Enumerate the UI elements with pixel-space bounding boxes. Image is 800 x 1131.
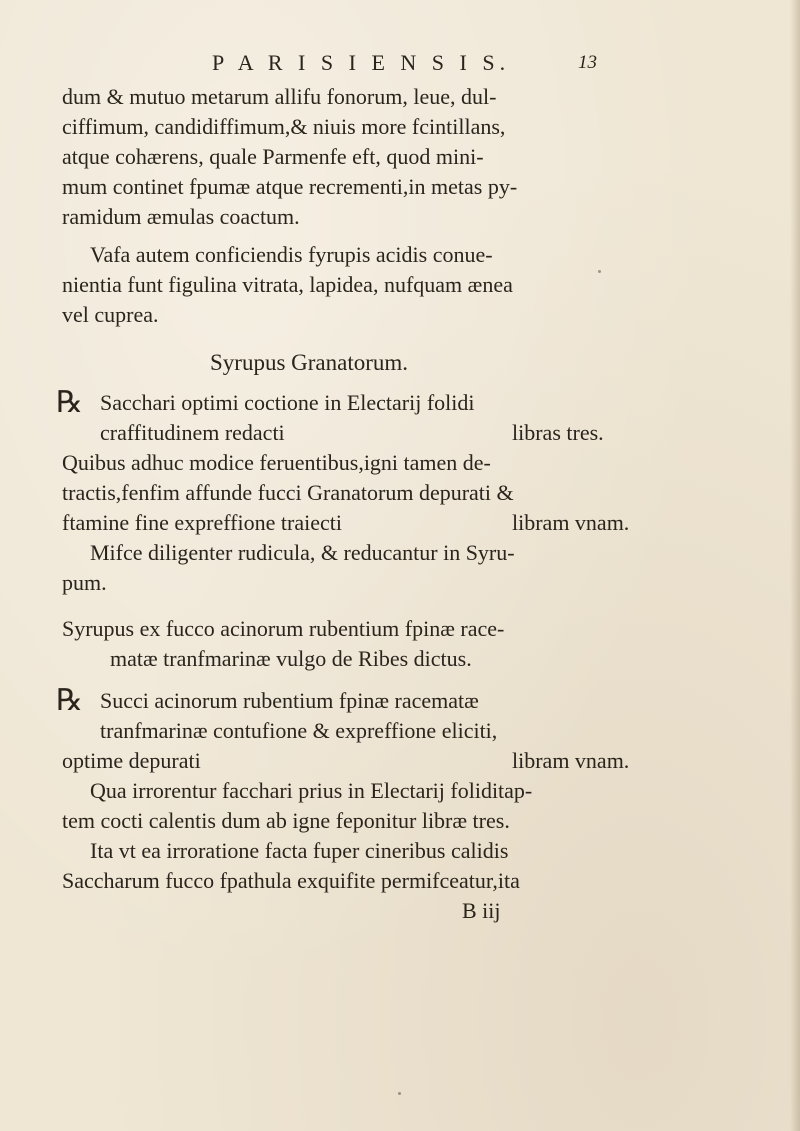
recipe-line: tractis,fenfim affunde fucci Granatorum depurati & bbox=[62, 480, 514, 505]
recipe-line: optime depurati bbox=[62, 748, 201, 773]
recipe-line: Qua irrorentur facchari prius in Electarij foliditap- bbox=[90, 778, 533, 803]
text-line: atque cohærens, quale Parmenfe eft, quod mini- bbox=[62, 144, 484, 169]
running-title: P A R I S I E N S I S. bbox=[212, 50, 511, 75]
section-heading: Syrupus Granatorum. bbox=[210, 350, 409, 375]
recipe-line: Ita vt ea irroratione facta fuper cineribus calidis bbox=[90, 838, 509, 863]
text-line: vel cuprea. bbox=[62, 302, 159, 327]
recipe-line: ftamine fine expreffione traiecti bbox=[62, 510, 342, 535]
recipe-line: pum. bbox=[62, 570, 107, 595]
signature-mark: B iij bbox=[462, 898, 501, 923]
recipe-quantity: libram vnam. bbox=[512, 748, 630, 773]
recipe-line: Sacchari optimi coctione in Electarij folidi bbox=[100, 390, 475, 415]
paper-speck bbox=[398, 1092, 401, 1095]
recipe-quantity: libram vnam. bbox=[512, 510, 630, 535]
section-heading: matæ tranfmarinæ vulgo de Ribes dictus. bbox=[110, 646, 472, 671]
page-edge-shadow bbox=[790, 0, 800, 1131]
text-line: ciffimum, candidiffimum,& niuis more fcintillans, bbox=[62, 114, 506, 139]
paper-speck bbox=[598, 270, 601, 273]
recipe-line: tem cocti calentis dum ab igne feponitur libræ tres. bbox=[62, 808, 510, 833]
section-heading: Syrupus ex fucco acinorum rubentium fpinæ race- bbox=[62, 616, 505, 641]
recipe-line: tranfmarinæ contufione & expreffione eliciti, bbox=[100, 718, 498, 743]
recipe-line: Mifce diligenter rudicula, & reducantur in Syru- bbox=[90, 540, 515, 565]
recipe-symbol: ℞ bbox=[56, 684, 83, 717]
recipe-line: Succi acinorum rubentium fpinæ racematæ bbox=[100, 688, 479, 713]
page-number: 13 bbox=[578, 52, 597, 73]
recipe-symbol: ℞ bbox=[56, 386, 83, 419]
paper-speck bbox=[120, 880, 123, 883]
recipe-line: Quibus adhuc modice feruentibus,igni tamen de- bbox=[62, 450, 491, 475]
recipe-line: Saccharum fucco fpathula exquifite permifceatur,ita bbox=[62, 868, 520, 893]
running-head bbox=[0, 50, 800, 80]
text-line: Vafa autem conficiendis fyrupis acidis conue- bbox=[90, 242, 493, 267]
recipe-line: craffitudinem redacti bbox=[100, 420, 285, 445]
text-line: mum continet fpumæ atque recrementi,in metas py- bbox=[62, 174, 518, 199]
recipe-quantity: libras tres. bbox=[512, 420, 604, 445]
text-line: dum & mutuo metarum allifu fonorum, leue, dul- bbox=[62, 84, 497, 109]
text-line: ramidum æmulas coactum. bbox=[62, 204, 300, 229]
text-line: nientia funt figulina vitrata, lapidea, nufquam ænea bbox=[62, 272, 513, 297]
